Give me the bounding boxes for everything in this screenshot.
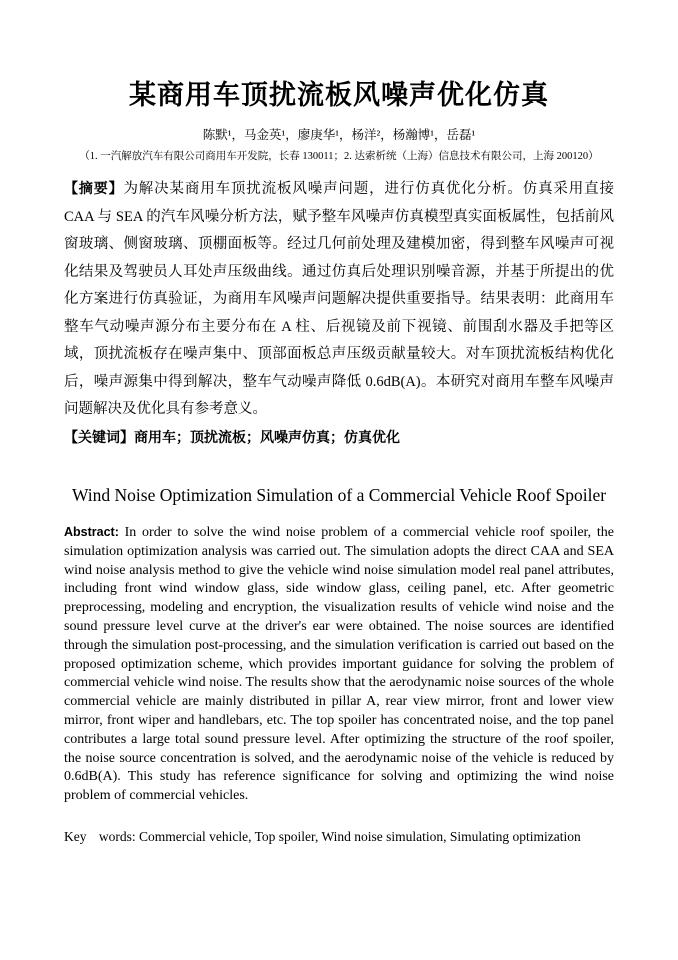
keywords-chinese-text: 商用车；顶扰流板；风噪声仿真；仿真优化 bbox=[134, 428, 400, 445]
abstract-chinese-text: 为解决某商用车顶扰流板风噪声问题，进行仿真优化分析。仿真采用直接 CAA 与 SEA 的汽车风噪分析方法，赋予整车风噪声仿真模型真实面板属性，包括前风窗玻璃、侧窗玻璃、顶棚面板等。经过几何前处理及建模加密，得到整车风噪声可视化结果及驾驶员人耳处声压级曲线。通过仿真后处理识别噪音源，并基于所提出的优化方案进行仿真验证，为商用车风噪声问题解决提供重要指导。结果表明：此商用车整车气动噪声源分布主要分布在 A 柱、后视镜及前下视镜、前围刮水器及手把等区域，顶扰流板存在噪声集中、顶部面板总声压级贡献量较大。对车顶扰流板结构优化后，噪声源集中得到解决，整车气动噪声降低 0.6dB(A)。本研究对商用车整车风噪声问题解决及优化具有参考意义。 bbox=[64, 181, 615, 417]
abstract-chinese bbox=[64, 175, 614, 424]
paper-title-english: Wind Noise Optimization Simulation of a Commercial Vehicle Roof Spoiler bbox=[71, 485, 607, 505]
keywords-english bbox=[64, 826, 614, 847]
keywords-english-text: Commercial vehicle, Top spoiler, Wind noise simulation, Simulating optimization bbox=[139, 828, 581, 844]
paper-title-chinese: 某商用车顶扰流板风噪声优化仿真 bbox=[129, 80, 549, 110]
abstract-english bbox=[64, 523, 614, 806]
authors-line: 陈默¹，马金英¹，廖庚华¹，杨洋²，杨瀚博¹，岳磊¹ bbox=[202, 128, 476, 142]
abstract-english-text: In order to solve the wind noise problem of a commercial vehicle roof spoiler, the simulation optimization analysis was carried out. The simulation adopts the direct CAA and SEA wind noise analysis method to give the vehicle wind noise simulation model real panel attributes, including front wind window glass, side window glass, ceiling panel, etc. After geometric preprocessing, modeling and encryption, the visualization results of vehicle wind noise and the sound pressure level curve at the driver's ear were obtained. The noise sources are identified through the simulation post-processing, and the simulation verification is carried out based on the proposed optimization scheme, which provides important guidance for solving the problem of commercial vehicle wind noise. The results show that the aerodynamic noise sources of the whole commercial vehicle are mainly distributed in pillar A, rear view mirror, front and lower view mirror, front wiper and handlebars, etc. The top spoiler has concentrated noise, and the top panel contributes a large total sound pressure level. After optimizing the structure of the roof spoiler, the noise source concentration is solved, and the aerodynamic noise of the vehicle is reduced by 0.6dB(A). This study has reference significance for solving and optimizing the wind noise problem of commercial vehicles. bbox=[64, 525, 615, 804]
abstract-chinese-label: 【摘要】 bbox=[64, 180, 124, 196]
keywords-chinese-label: 【关键词】 bbox=[64, 428, 134, 445]
keywords-chinese bbox=[64, 424, 614, 452]
affiliation-line: （1. 一汽解放汽车有限公司商用车开发院，长春 130011；2. 达索析统（上海）信息技术有限公司，上海 200120） bbox=[79, 151, 599, 162]
keywords-english-label: Key words: bbox=[64, 828, 136, 844]
abstract-english-label: Abstract: bbox=[64, 525, 119, 539]
